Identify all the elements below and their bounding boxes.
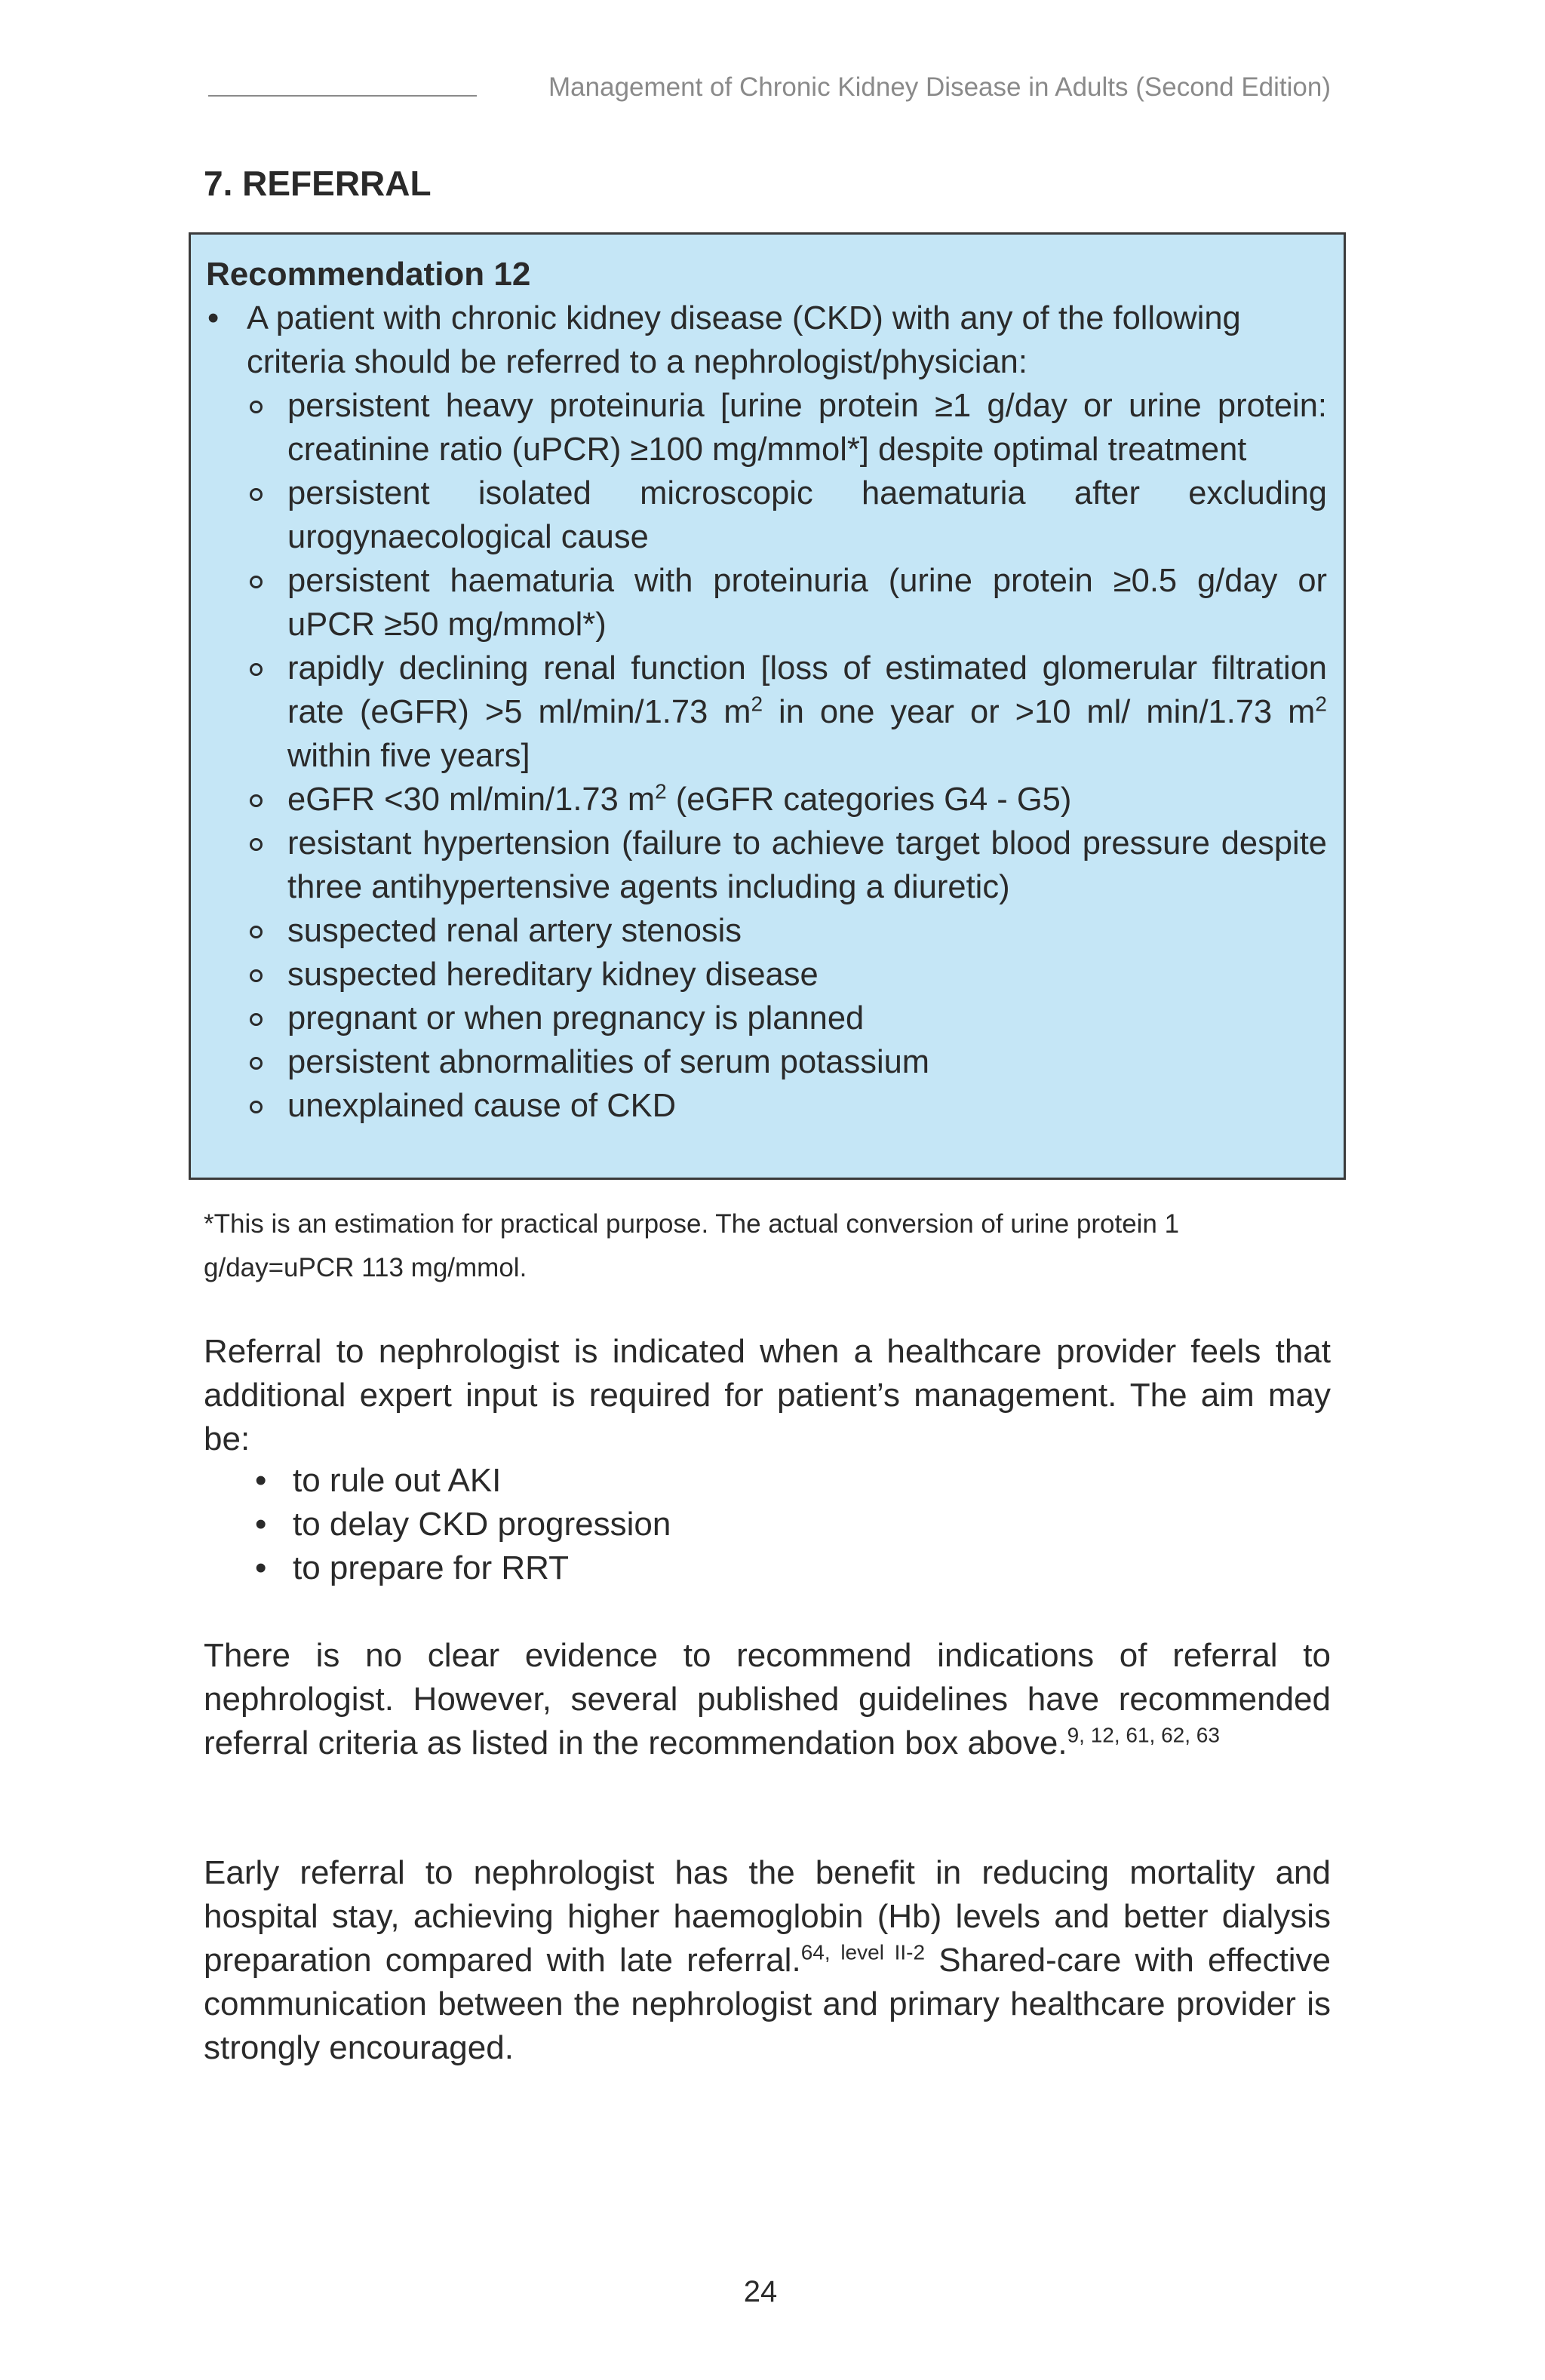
circle-bullet-icon — [250, 838, 263, 851]
criteria-text: suspected renal artery stenosis — [287, 913, 742, 949]
criteria-item — [287, 471, 1327, 559]
aims-item — [255, 1459, 671, 1503]
criteria-text: eGFR <30 ml/min/1.73 m — [287, 782, 656, 818]
circle-bullet-icon — [250, 969, 263, 982]
criteria-item — [287, 997, 1327, 1040]
aims-text: to delay CKD progression — [293, 1506, 671, 1543]
superscript: 2 — [655, 779, 667, 803]
header-rule — [208, 95, 477, 97]
aims-list — [255, 1459, 671, 1590]
citation: 9, 12, 61, 62, 63 — [1067, 1723, 1220, 1747]
circle-bullet-icon — [250, 1013, 263, 1026]
criteria-text: within five years] — [287, 738, 530, 774]
aims-item — [255, 1503, 671, 1546]
criteria-item — [287, 1040, 1327, 1084]
paragraph-referral-indication: Referral to nephrologist is indicated when a healthcare provider feels that additional expert input is required for patient’s management. The aim may be: — [204, 1333, 1331, 1457]
superscript: 2 — [1315, 692, 1327, 716]
criteria-text: persistent haematuria with proteinuria (urine protein ≥0.5 g/day or uPCR ≥50 mg/mmol*) — [287, 563, 1327, 643]
criteria-text: in one year or >10 ml/ min/1.73 m — [763, 694, 1316, 730]
circle-bullet-icon — [250, 1057, 263, 1070]
recommendation-title: Recommendation 12 — [206, 256, 531, 293]
section-heading: 7. REFERRAL — [204, 164, 432, 203]
criteria-item — [287, 1084, 1327, 1128]
criteria-text: persistent heavy proteinuria [urine protein ≥1 g/day or urine protein: creatinine ratio (uPCR) ≥100 mg/mmol*] despite optimal treatment — [287, 388, 1327, 468]
aims-text: to prepare for RRT — [293, 1549, 570, 1586]
criteria-text: (eGFR categories G4 - G5) — [666, 782, 1072, 818]
recommendation-lead-text: A patient with chronic kidney disease (CKD) with any of the following criteria should be referred to a nephrologist/physician: — [247, 300, 1241, 380]
paragraph-text: There is no clear evidence to recommend indications of referral to nephrologist. However, several published guidelines have recommended referral criteria as listed in the recommendation box above. — [204, 1637, 1331, 1761]
criteria-item — [287, 953, 1327, 997]
superscript: 2 — [751, 692, 763, 716]
running-header: Management of Chronic Kidney Disease in Adults (Second Edition) — [548, 72, 1331, 102]
criteria-text: rapidly declining renal function [loss of estimated glomerular filtration rate (eGFR) >5 ml/min/1.73 m — [287, 650, 1327, 730]
footnote: *This is an estimation for practical purpose. The actual conversion of urine protein 1 g/day=uPCR 113 mg/mmol. — [204, 1209, 1180, 1282]
paragraph-text: Shared-care with effective communication between the nephrologist and primary healthcare provider is strongly encouraged. — [204, 1942, 1332, 2066]
circle-bullet-icon — [250, 926, 263, 938]
bullet-icon: • — [207, 300, 220, 336]
criteria-text: resistant hypertension (failure to achieve target blood pressure despite three antihypertensive agents including a diuretic) — [287, 825, 1327, 905]
aims-item — [255, 1546, 671, 1590]
bullet-icon: • — [255, 1506, 267, 1543]
criteria-text: persistent abnormalities of serum potassium — [287, 1044, 930, 1080]
criteria-item — [287, 778, 1327, 821]
criteria-list — [206, 384, 1327, 1128]
circle-bullet-icon — [250, 1101, 263, 1113]
criteria-text: persistent isolated microscopic haematuria after excluding urogynaecological cause — [287, 475, 1327, 555]
paragraph-evidence — [204, 1634, 1331, 1765]
paragraph-early-referral — [204, 1851, 1331, 2070]
recommendation-lead — [206, 296, 1327, 384]
circle-bullet-icon — [250, 794, 263, 807]
bullet-icon: • — [255, 1462, 267, 1499]
circle-bullet-icon — [250, 401, 263, 413]
recommendation-box — [189, 232, 1346, 1180]
circle-bullet-icon — [250, 488, 263, 501]
criteria-item — [287, 909, 1327, 953]
criteria-item — [287, 821, 1327, 909]
criteria-item — [287, 384, 1327, 471]
circle-bullet-icon — [250, 576, 263, 588]
criteria-text: unexplained cause of CKD — [287, 1088, 677, 1124]
criteria-text: pregnant or when pregnancy is planned — [287, 1000, 865, 1036]
aims-text: to rule out AKI — [293, 1462, 502, 1499]
page-number: 24 — [743, 2275, 778, 2308]
bullet-icon: • — [255, 1549, 267, 1586]
paragraph-text: Early referral to nephrologist has the benefit in reducing mortality and hospital stay, achieving higher haemoglobin (Hb) levels and better dialysis preparation compared with late referral. — [204, 1854, 1331, 1979]
criteria-text: suspected hereditary kidney disease — [287, 957, 819, 993]
circle-bullet-icon — [250, 663, 263, 676]
citation: 64, level II-2 — [800, 1940, 926, 1964]
criteria-item — [287, 646, 1327, 778]
criteria-item — [287, 559, 1327, 646]
